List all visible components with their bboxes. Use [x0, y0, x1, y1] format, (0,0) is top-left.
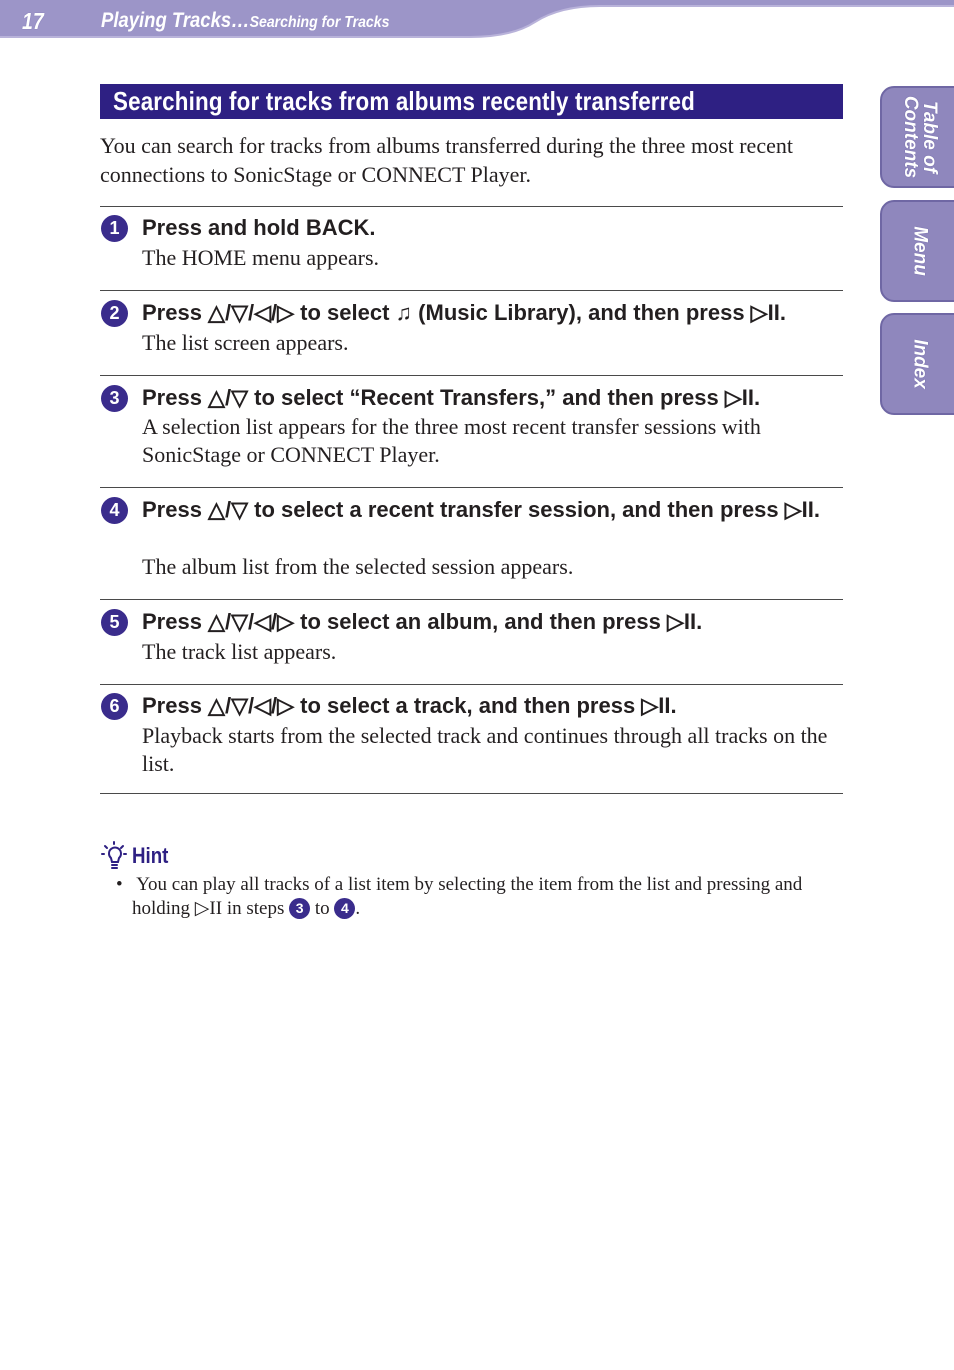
step-result: Playback starts from the selected track and continues through all tracks on the list.	[142, 723, 828, 776]
divider	[100, 599, 843, 600]
hint-text-part: .	[355, 898, 361, 919]
hint-text	[116, 873, 859, 921]
step-reference-badge: 4	[334, 898, 355, 919]
intro-paragraph: You can search for tracks from albums transferred during the three most recent connections to SonicStage or CONNECT Player.	[100, 133, 793, 187]
step-number-badge: 2	[101, 300, 128, 327]
breadcrumb-section: Playing Tracks…	[101, 9, 250, 32]
step-result: The track list appears.	[142, 639, 337, 664]
page-number: 17	[22, 8, 44, 34]
divider	[100, 684, 843, 685]
step-instruction: Press △/▽/◁/▷ to select ♫ (Music Library), and then press ▷II.	[142, 300, 786, 325]
step-instruction: Press △/▽/◁/▷ to select a track, and then press ▷II.	[142, 693, 677, 718]
divider	[100, 290, 843, 291]
step-instruction: Press and hold BACK.	[142, 215, 376, 240]
step-instruction: Press △/▽/◁/▷ to select an album, and then press ▷II.	[142, 609, 703, 634]
tab-table-of-contents[interactable]	[880, 86, 954, 188]
tab-table-of-contents-label: Table of Contents	[900, 95, 940, 179]
step-number-badge: 5	[101, 609, 128, 636]
tab-menu-label: Menu	[909, 226, 931, 276]
hint-bulb-icon	[100, 840, 128, 872]
divider	[100, 206, 843, 207]
page-header	[0, 0, 954, 40]
step-result: The list screen appears.	[142, 330, 349, 355]
hint-label: Hint	[132, 843, 169, 868]
divider	[100, 375, 843, 376]
breadcrumb	[101, 9, 389, 33]
step-result: The album list from the selected session appears.	[142, 554, 574, 579]
divider	[100, 793, 843, 794]
hint-bullet: •	[116, 874, 123, 895]
page-title: Searching for tracks from albums recently transferred	[113, 86, 695, 116]
step-result: The HOME menu appears.	[142, 245, 380, 270]
step-number-badge: 6	[101, 693, 128, 720]
step-instruction: Press △/▽ to select “Recent Transfers,” and then press ▷II.	[142, 385, 761, 410]
step-number-badge: 1	[101, 215, 128, 242]
step-result: A selection list appears for the three most recent transfer sessions with SonicStage or CONNECT Player.	[142, 414, 761, 467]
divider	[100, 487, 843, 488]
step-number-badge: 3	[101, 385, 128, 412]
tab-index[interactable]	[880, 313, 954, 415]
tab-menu[interactable]	[880, 200, 954, 302]
hint-text-part: to	[314, 898, 330, 919]
step-instruction: Press △/▽ to select a recent transfer session, and then press ▷II.	[142, 497, 821, 522]
step-number-badge: 4	[101, 497, 128, 524]
breadcrumb-subsection: Searching for Tracks	[249, 14, 390, 31]
tab-index-label: Index	[909, 339, 931, 389]
hint-text-part: You can play all tracks of a list item by selecting the item from the list and pressing and holding ▷II in steps	[132, 874, 803, 919]
step-reference-badge: 3	[289, 898, 310, 919]
section-title-bar	[100, 84, 843, 119]
